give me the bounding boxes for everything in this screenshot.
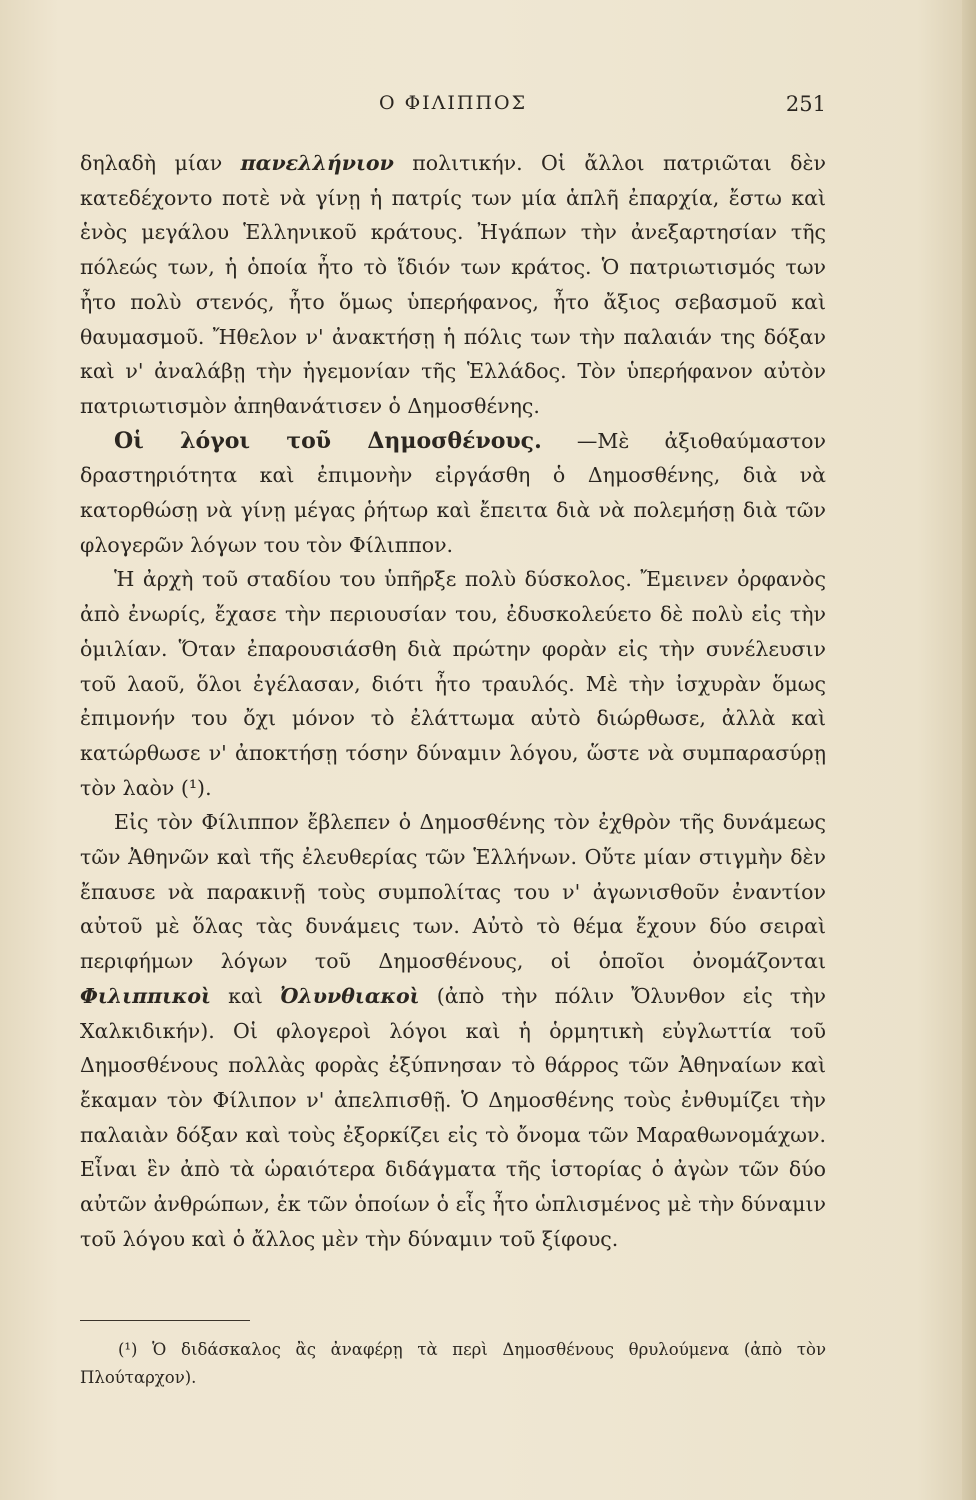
emphasis-panhellenic: πανελλήνιον: [240, 151, 394, 175]
term-philippics: Φιλιππικοὶ: [80, 983, 211, 1008]
page-header: [80, 92, 826, 126]
paragraph-speeches: [80, 805, 826, 1256]
footnote: [80, 1336, 826, 1392]
page-number: 251: [785, 92, 826, 116]
term-olynthiacs: Ὀλυνθιακοὶ: [279, 983, 420, 1008]
paragraph-1-rest: πολιτικήν. Οἱ ἄλλοι πατριῶται δὲν κατεδέχοντο ποτὲ νὰ γίνῃ ἡ πατρίς των μία ἁπλῆ ἐπαρχία, ἔστω καὶ ἑνὸς μεγάλου Ἑλληνικοῦ κράτους. Ἠγάπων τὴν ἀνεξαρτησίαν τῆς πόλεώς των, ἡ ὁποία ἦτο τὸ ἴδιόν των κράτος. Ὁ πατριωτισμός των ἦτο πολὺ στενός, ἦτο ὅμως ὑπερήφανος, ἦτο ἄξιος σεβασμοῦ καὶ θαυμασμοῦ. Ἤθελον ν' ἀνακτήσῃ ἡ πόλις των τὴν παλαιάν της δόξαν καὶ ν' ἀναλάβῃ τὴν ἡγεμονίαν τῆς Ἑλλάδος. Τὸν ὑπερήφανον αὐτὸν πατριωτισμὸν ἀπηθανάτισεν ὁ Δημοσθένης.: [80, 151, 826, 418]
main-text: [80, 146, 826, 1257]
paragraph-early-career: [80, 562, 826, 805]
page-edge: [962, 0, 976, 1500]
section-intro-text: —Μὲ ἀξιοθαύμαστον δραστηριότητα καὶ ἐπιμονὴν εἰργάσθη ὁ Δημοσθένης, διὰ νὰ κατορθώσῃ νὰ γίνῃ μέγας ῥήτωρ καὶ ἔπειτα διὰ νὰ πολεμήσῃ διὰ τῶν φλογερῶν λόγων του τὸν Φίλιππον.: [80, 428, 826, 557]
running-title: Ο ΦΙΛΙΠΠΟΣ: [378, 92, 528, 114]
paragraph-3-part-1: Εἰς τὸν Φίλιππον ἔβλεπεν ὁ Δημοσθένης τὸν ἐχθρὸν τῆς δυνάμεως τῶν Ἀθηνῶν καὶ τῆς ἐλευθερίας τῶν Ἑλλήνων. Οὔτε μίαν στιγμὴν δὲν ἔπαυσε νὰ παρακινῇ τοὺς συμπολίτας του ν' ἀγωνισθοῦν ἐναντίον αὐτοῦ μὲ ὅλας τὰς δυνάμεις των. Αὐτὸ τὸ θέμα ἔχουν δύο σειραὶ περιφήμων λόγων τοῦ Δημοσθένους, οἱ ὁποῖοι ὀνομάζονται: [80, 810, 826, 974]
paragraph-2-end: .: [205, 775, 212, 800]
paragraph-2-text: Ἡ ἀρχὴ τοῦ σταδίου του ὑπῆρξε πολὺ δύσκολος. Ἔμεινεν ὀρφανὸς ἀπὸ ἐνωρίς, ἔχασε τὴν περιουσίαν του, ἐδυσκολεύετο δὲ πολὺ εἰς τὴν ὁμιλίαν. Ὅταν ἐπαρουσιάσθη διὰ πρώτην φορὰν εἰς τὴν συνέλευσιν τοῦ λαοῦ, ὅλοι ἐγέλασαν, διότι ἦτο τραυλός. Μὲ τὴν ἰσχυρὰν ὅμως ἐπιμονήν του ὄχι μόνον τὸ ἐλάττωμα αὐτὸ διώρθωσε, ἀλλὰ καὶ κατώρθωσε ν' ἀποκτήσῃ τόσην δύναμιν λόγου, ὥστε νὰ συμπαρασύρῃ τὸν λαὸν: [80, 567, 826, 800]
footnote-divider: [80, 1320, 250, 1321]
section-heading: Οἱ λόγοι τοῦ Δημοσθένους.: [114, 427, 542, 454]
paragraph-patriotism: [80, 146, 826, 424]
paragraph-section-intro: [80, 424, 826, 563]
paragraph-3-part-2: καὶ: [210, 983, 280, 1008]
paragraph-3-part-3: (ἀπὸ τὴν πόλιν Ὄλυνθον εἰς τὴν Χαλκιδικήν). Οἱ φλογεροὶ λόγοι καὶ ἡ ὁρμητικὴ εὐγλωττία τοῦ Δημοσθένους πολλὰς φορὰς ἐξύπνησαν τὸ θάρρος τῶν Ἀθηναίων καὶ ἔκαμαν τὸν Φίλιπον ν' ἀπελπισθῇ. Ὁ Δημοσθένης τοὺς ἐνθυμίζει τὴν παλαιὰν δόξαν καὶ τοὺς ἐξορκίζει εἰς τὸ ὄνομα τῶν Μαραθωνομάχων. Εἶναι ἓν ἀπὸ τὰ ὡραιότερα διδάγματα τῆς ἱστορίας ὁ ἀγὼν τῶν δύο αὐτῶν ἀνθρώπων, ἐκ τῶν ὁποίων ὁ εἷς ἦτο ὡπλισμένος μὲ τὴν δύναμιν τοῦ λόγου καὶ ὁ ἄλλος μὲν τὴν δύναμιν τοῦ ξίφους.: [80, 983, 826, 1251]
footnote-marker: (¹): [118, 1340, 138, 1359]
footnote-text: Ὁ διδάσκαλος ἂς ἀναφέρῃ τὰ περὶ Δημοσθένους θρυλούμενα (ἀπὸ τὸν Πλούταρχον).: [80, 1340, 826, 1387]
paragraph-1-lead: δηλαδὴ μίαν: [80, 151, 241, 175]
footnote-reference: (¹): [180, 775, 206, 800]
